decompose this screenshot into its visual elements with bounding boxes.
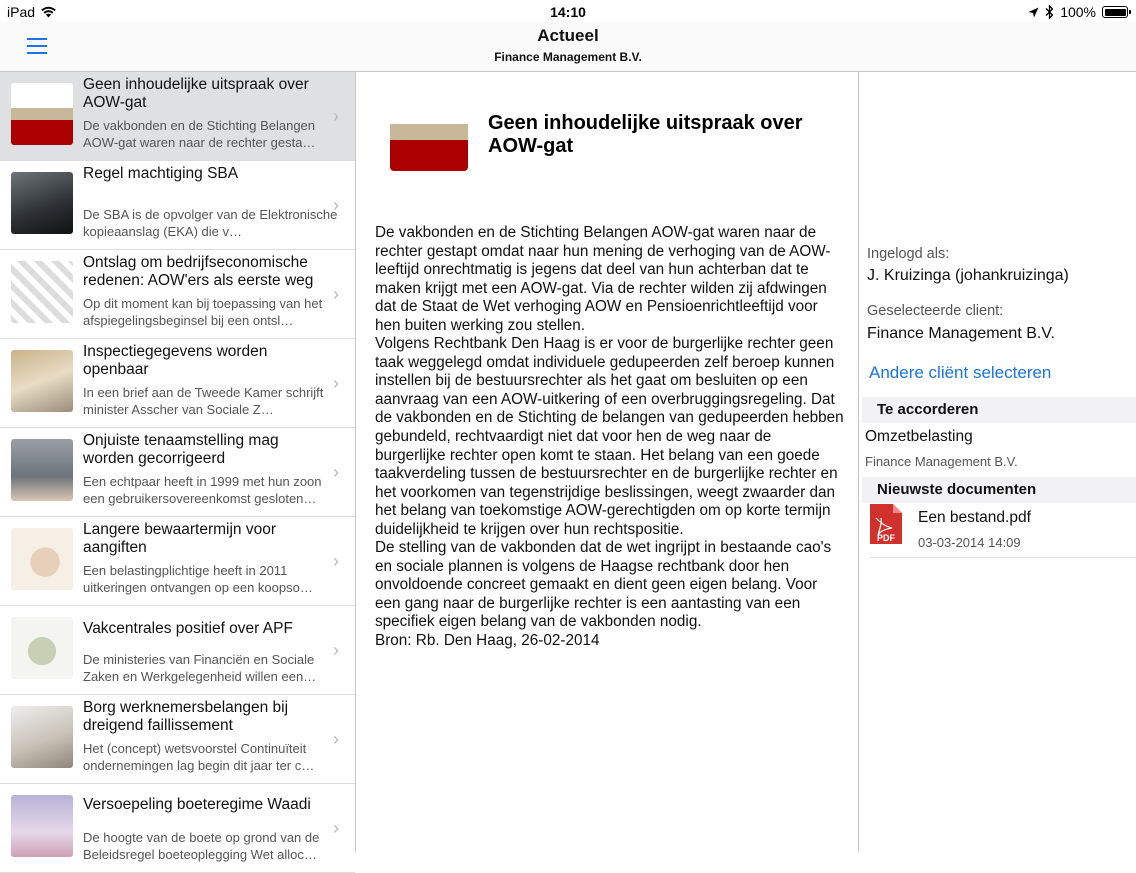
battery-icon [1102, 6, 1128, 18]
chevron-right-icon: › [333, 729, 339, 749]
news-item-title: Versoepeling boeteregime Waadi [83, 796, 311, 813]
news-item-title: Geen inhoudelijke uitspraak over AOW-gat [83, 76, 309, 111]
news-item-description: Een echtpaar heeft in 1999 met hun zoon een gebruikersovereenkomst gesloten… [83, 474, 322, 506]
news-list[interactable] [0, 72, 356, 862]
status-bar [0, 0, 1136, 22]
pdf-file-icon [870, 504, 902, 544]
news-item[interactable] [0, 784, 355, 873]
article-detail [357, 72, 859, 852]
news-item[interactable] [0, 339, 355, 428]
news-item-title: Borg werknemersbelangen bij dreigend faillissement [83, 699, 289, 734]
section-header-approve: Te accorderen [862, 397, 1136, 423]
news-thumbnail [11, 439, 73, 501]
chevron-right-icon: › [333, 195, 339, 215]
chevron-right-icon: › [333, 284, 339, 304]
news-item[interactable] [0, 250, 355, 339]
approve-item-title[interactable]: Omzetbelasting [865, 428, 973, 445]
news-thumbnail [11, 528, 73, 590]
news-item[interactable] [0, 161, 355, 250]
battery-percent: 100% [1060, 4, 1096, 20]
article-title: Geen inhoudelijke uitspraak over AOW-gat [488, 112, 803, 157]
document-name: Een bestand.pdf [918, 509, 1031, 526]
news-item[interactable] [0, 72, 355, 161]
news-item-description: In een brief aan de Tweede Kamer schrijft minister Asscher van Sociale Z… [83, 385, 324, 417]
news-thumbnail [11, 617, 73, 679]
news-item-description: Een belastingplichtige heeft in 2011 uitkeringen ontvangen op een koopso… [83, 563, 313, 595]
news-item[interactable] [0, 606, 355, 695]
document-date: 03-03-2014 14:09 [918, 535, 1021, 550]
approve-item-client: Finance Management B.V. [865, 454, 1018, 469]
news-thumbnail [11, 261, 73, 323]
news-thumbnail [11, 172, 73, 234]
chevron-right-icon: › [333, 818, 339, 838]
document-row[interactable] [870, 502, 1136, 558]
chevron-right-icon: › [333, 551, 339, 571]
news-thumbnail [11, 795, 73, 857]
logged-in-label: Ingelogd als: [867, 246, 950, 262]
chevron-right-icon: › [333, 640, 339, 660]
news-item[interactable] [0, 695, 355, 784]
news-item[interactable] [0, 428, 355, 517]
news-item-description: De hoogte van de boete op grond van de Beleidsregel boeteoplegging Wet alloc… [83, 830, 320, 862]
news-item-title: Vakcentrales positief over APF [83, 620, 293, 637]
device-name: iPad [7, 4, 36, 20]
chevron-right-icon: › [333, 373, 339, 393]
select-other-client-link[interactable]: Andere cliënt selecteren [869, 363, 1052, 382]
news-item-description: De SBA is de opvolger van de Elektronische kopieaanslag (EKA) die v… [83, 207, 338, 239]
selected-client: Finance Management B.V. [867, 325, 1055, 342]
news-item-title: Inspectiegegevens worden openbaar [83, 343, 268, 378]
page-title: Actueel [537, 26, 599, 45]
status-time: 14:10 [550, 4, 586, 20]
news-item-description: De ministeries van Financiën en Sociale Zaken en Werkgelegenheid willen een… [83, 652, 317, 684]
svg-text:PDF: PDF [877, 533, 895, 543]
article-body: De vakbonden en de Stichting Belangen AOW-gat waren naar de rechter gestapt omdat naar hun mening de verhoging van de AOW-leeftijd onrechtmatig is jegens dat deel van hun achterban dat te maken krijgt met een AOW-gat. Via de rechter wilden zij afdwingen dat de Staat de Wet verhoging AOW en Pensioenrichtleeftijd voor hen buiten werking zou stellen. Volgens Rechtbank Den Haag is er voor de burgerlijke rechter geen taak weggelegd omdat individuele gedupeerden zelf beroep kunnen instellen bij de bestuursrechter als het gaat om besluiten op een aanvraag van een AOW-uitkering of een overbruggingsregeling. Dat de vakbonden en de Stichting de belangen van gedupeerden hebben gebundeld, rechtvaardigt niet dat voor hen de weg naar de burgerlijke rechter open komt te staan. Het belang van een goede taakverdeling tussen de bestuursrechter en de burgerlijke rechter en het voorkomen van tegenstrijdige beslissingen, weegt zwaarder dan het belang van toekomstige AOW-gerechtigden om op korte termijn duidelijkheid te krijgen over hun rechtspositie. De stelling van de vakbonden dat de wet ingrijpt in bestaande cao's en sociale plannen is volgens de Haagse rechtbank door hen onvoldoende concreet gemaakt en dient geen eigen belang. Voor een gang naar de burgerlijke rechter is een aantasting van een specifiek eigen belang van de vakbonden nodig. Bron: Rb. Den Haag, 26-02-2014 [375, 224, 844, 650]
page-subtitle: Finance Management B.V. [494, 50, 642, 64]
news-item-title: Langere bewaartermijn voor aangiften [83, 521, 276, 556]
bluetooth-icon [1045, 5, 1054, 19]
logged-in-user: J. Kruizinga (johankruizinga) [867, 267, 1069, 284]
location-arrow-icon [1028, 7, 1039, 18]
news-item-title: Ontslag om bedrijfseconomische redenen: AOW'ers als eerste weg [83, 254, 314, 289]
news-item-title: Regel machtiging SBA [83, 165, 239, 182]
news-item-title: Onjuiste tenaamstelling mag worden gecorrigeerd [83, 432, 279, 467]
navigation-bar [0, 22, 1136, 72]
news-item-description: Op dit moment kan bij toepassing van het afspiegelingsbeginsel bij een ontsl… [83, 296, 323, 328]
news-item-description: De vakbonden en de Stichting Belangen AOW-gat waren naar de rechter gesta… [83, 118, 316, 150]
status-right [1028, 4, 1128, 20]
news-thumbnail [11, 706, 73, 768]
news-thumbnail [11, 83, 73, 145]
chevron-right-icon: › [333, 106, 339, 126]
chevron-right-icon: › [333, 462, 339, 482]
news-item[interactable] [0, 517, 355, 606]
news-item-description: Het (concept) wetsvoorstel Continuïteit ondernemingen lag begin dit jaar ter c… [83, 741, 315, 773]
info-panel [860, 72, 1136, 852]
client-label: Geselecteerde client: [867, 303, 1004, 319]
article-image [390, 93, 468, 171]
section-header-documents: Nieuwste documenten [862, 477, 1136, 503]
news-thumbnail [11, 350, 73, 412]
